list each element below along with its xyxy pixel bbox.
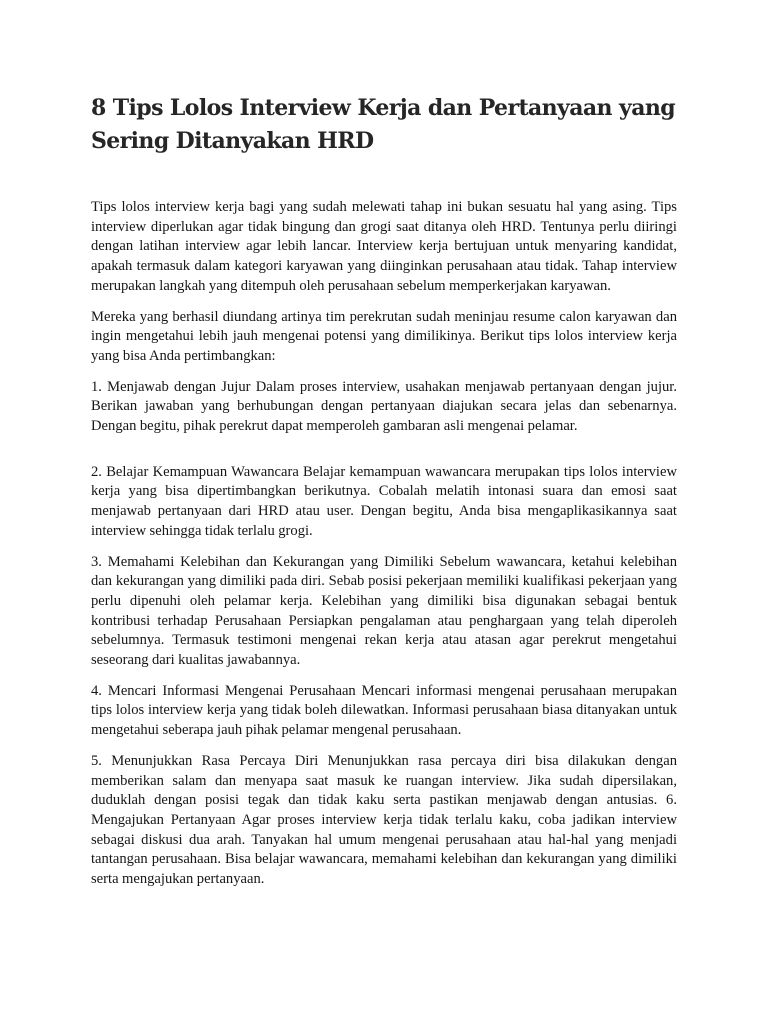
tip-3-paragraph: 3. Memahami Kelebihan dan Kekurangan yang Dimiliki Sebelum wawancara, ketahui kelebihan dan kekurangan yang dimiliki pada diri. Sebab posisi pekerjaan memiliki kualifikasi pekerjaan yang perlu dipenuhi oleh pelamar kerja. Kelebihan yang dimiliki bisa digunakan sebagai bentuk kontribusi terhadap Perusahaan Persiapkan pengalaman atau penghargaan yang telah diperoleh sebelumnya. Termasuk testimoni mengenai rekan kerja atau atasan agar perekrut mengetahui seseorang dari kualitas jawabannya. [91, 553, 677, 669]
tip-1-paragraph: 1. Menjawab dengan Jujur Dalam proses interview, usahakan menjawab pertanyaan dengan jujur. Berikan jawaban yang berhubungan dengan pertanyaan diajukan secara jelas dan sebenarnya. Dengan begitu, pihak perekrut dapat memperoleh gambaran asli mengenai pelamar. [91, 378, 677, 435]
tip-2-paragraph: 2. Belajar Kemampuan Wawancara Belajar kemampuan wawancara merupakan tips lolos interview kerja yang bisa dipertimbangkan berikutnya. Cobalah melatih intonasi suara dan emosi saat menjawab pertanyaan dari HRD atau user. Dengan begitu, Anda bisa mengaplikasikannya saat interview sehingga tidak terlalu grogi. [91, 463, 677, 539]
document-title: 8 Tips Lolos Interview Kerja dan Pertanyaan yang Sering Ditanyakan HRD [91, 95, 676, 154]
tip-4-paragraph: 4. Mencari Informasi Mengenai Perusahaan Mencari informasi mengenai perusahaan merupakan tips lolos interview kerja yang tidak boleh dilewatkan. Informasi perusahaan biasa ditanyakan untuk mengetahui seberapa jauh pihak pelamar mengenal perusahaan. [91, 682, 677, 739]
invitation-paragraph: Mereka yang berhasil diundang artinya tim perekrutan sudah meninjau resume calon karyawan dan ingin mengetahui lebih jauh mengenai potensi yang dimilikinya. Berikut tips lolos interview kerja yang bisa Anda pertimbangkan: [91, 308, 677, 364]
tip-5-6-paragraph: 5. Menunjukkan Rasa Percaya Diri Menunjukkan rasa percaya diri bisa dilakukan dengan memberikan salam dan menyapa saat masuk ke ruangan interview. Jika sudah dipersilakan, duduklah dengan posisi tegak dan tidak kaku serta pastikan menjawab dengan antusias. 6. Mengajukan Pertanyaan Agar proses interview kerja tidak terlalu kaku, coba jadikan interview sebagai diskusi dua arah. Tanyakan hal umum mengenai perusahaan atau hal-hal yang menjadi tantangan perusahaan. Bisa belajar wawancara, memahami kelebihan dan kekurangan yang dimiliki serta mengajukan pertanyaan. [91, 752, 677, 888]
document-body [91, 198, 677, 901]
intro-paragraph: Tips lolos interview kerja bagi yang sudah melewati tahap ini bukan sesuatu hal yang asing. Tips interview diperlukan agar tidak bingung dan grogi saat ditanya oleh HRD. Tentunya perlu diiringi dengan latihan interview agar lebih lancar. Interview kerja bertujuan untuk menyaring kandidat, apakah termasuk dalam kategori karyawan yang diinginkan perusahaan atau tidak. Tahap interview merupakan langkah yang ditempuh oleh perusahaan sebelum memperkerjakan karyawan. [91, 199, 677, 294]
